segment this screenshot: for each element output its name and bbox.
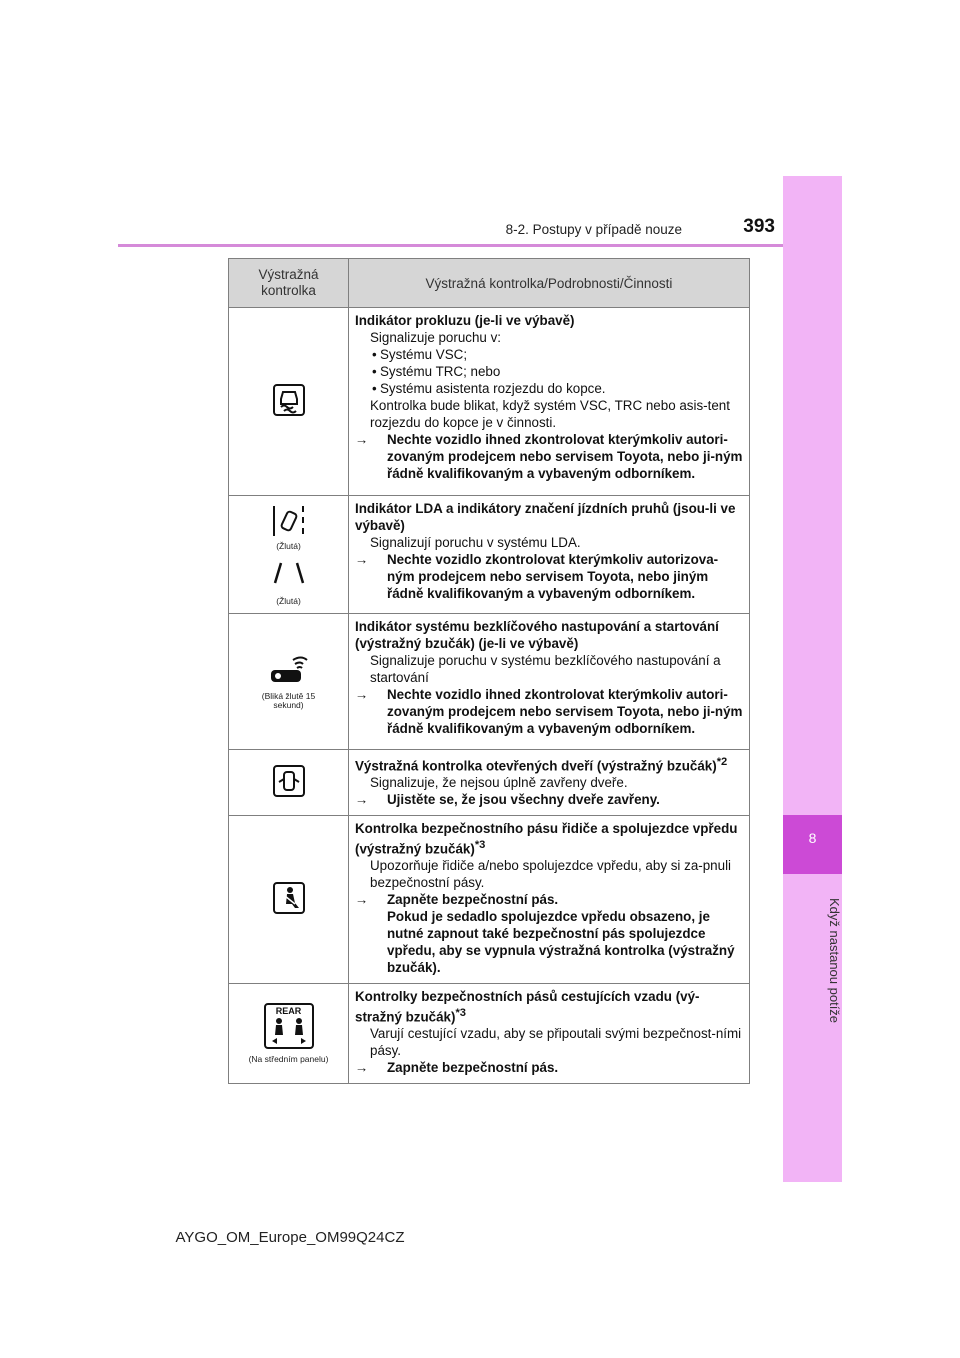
- arrow-icon: →: [355, 687, 369, 702]
- list-item: • Systému TRC; nebo: [372, 364, 501, 379]
- row-title: Výstražná kontrolka otevřených dveří (výstražný bzučák)$^{*2}$: [355, 756, 728, 774]
- table-row: [229, 984, 750, 1084]
- table-header-row: [229, 259, 750, 308]
- chapter-number: 8: [808, 830, 817, 846]
- row-intro: Signalizují poruchu v systému LDA.: [370, 535, 581, 550]
- row-title: Kontrolky bezpečnostních pásů cestujících vzadu (vý-stražný bzučák)$^{*3}$: [355, 989, 700, 1025]
- warning-lights-table: [228, 258, 750, 1084]
- smart-key-icon-note: (Bliká žlutě 15 sekund): [261, 690, 316, 710]
- rear-label: REAR: [275, 1006, 302, 1016]
- smart-key-icon: [269, 654, 309, 686]
- arrow-icon: →: [355, 432, 369, 447]
- row-intro: Varují cestující vzadu, aby se připoutali svými bezpečnost-ními pásy.: [370, 1026, 742, 1059]
- seatbelt-icon: [273, 882, 305, 914]
- row-intro: Signalizuje, že nejsou úplně zavřeny dveře.: [370, 775, 628, 791]
- slip-indicator-icon: [273, 384, 305, 416]
- row-action: → Nechte vozidlo zkontrolovat kterýmkoliv autorizova-ným prodejcem nebo servisem Toyota, nebo jiným řádně kvalifikovaným a vybaveným odborníkem.: [355, 552, 719, 601]
- row-title: Indikátor prokluzu (je-li ve výbavě): [355, 313, 575, 328]
- col-header-light: Výstražná kontrolka: [229, 259, 349, 308]
- open-door-icon: [273, 765, 305, 797]
- row-title: Indikátor LDA a indikátory značení jízdních pruhů (jsou-li ve výbavě): [355, 501, 736, 533]
- row-action: → Nechte vozidlo ihned zkontrolovat kterýmkoliv autori-zovaným prodejcem nebo servisem Toyota, nebo ji-ným řádně kvalifikovaným a vybaveným odborníkem.: [355, 432, 743, 481]
- table-row: [229, 614, 750, 750]
- rear-seatbelt-icon-note: (Na středním panelu): [248, 1054, 329, 1064]
- arrow-icon: →: [355, 892, 369, 908]
- lda-icon-note: (Žlutá): [276, 540, 301, 551]
- section-title: 8-2. Postupy v případě nouze: [505, 222, 682, 237]
- row-title: Kontrolka bezpečnostního pásu řidiče a spolujezdce vpředu (výstražný bzučák)$^{*3}$: [355, 821, 738, 857]
- table-row: [229, 750, 750, 816]
- lda-icon: [273, 504, 305, 536]
- table-row: [229, 308, 750, 496]
- table-row: [229, 816, 750, 984]
- col-header-details: Výstražná kontrolka/Podrobnosti/Činnosti: [349, 259, 750, 308]
- arrow-icon: →: [355, 792, 369, 808]
- footnote-ref: *2: [716, 756, 728, 768]
- footnote-ref: *3: [455, 1007, 467, 1019]
- row-action: → Nechte vozidlo ihned zkontrolovat kterýmkoliv autori-zovaným prodejcem nebo servisem Toyota, nebo ji-ným řádně kvalifikovaným a vybaveným odborníkem.: [355, 687, 743, 736]
- row-action: → Zapněte bezpečnostní pás.: [355, 892, 559, 908]
- page-number: 393: [743, 216, 775, 237]
- row-action-detail: Pokud je sedadlo spolujezdce vpředu obsazeno, je nutné zapnout také bezpečnostní pás spolujezdce vpředu, aby se vypnula výstražná kontrolka (výstražný bzučák).: [387, 909, 735, 976]
- row-intro: Upozorňuje řidiče a/nebo spolujezdce vpředu, aby si za-pnuli bezpečnostní pásy.: [370, 858, 732, 891]
- footnote-ref: *3: [474, 839, 486, 851]
- lane-marking-icon: [273, 559, 305, 591]
- lane-marking-icon-note: (Žlutá): [276, 595, 301, 606]
- row-intro: Signalizuje poruchu v systému bezklíčového nastupování a startování: [370, 653, 721, 685]
- row-intro: Signalizuje poruchu v:: [370, 330, 502, 345]
- row-body: Kontrolka bude blikat, když systém VSC, TRC nebo asis-tent rozjezdu do kopce je v činnosti.: [370, 398, 730, 430]
- chapter-title: Když nastanou potíže: [827, 898, 842, 1024]
- rear-seatbelt-icon: [264, 1003, 314, 1049]
- arrow-icon: →: [355, 1060, 369, 1076]
- row-action: → Zapněte bezpečnostní pás.: [355, 1060, 559, 1076]
- row-action: → Ujistěte se, že jsou všechny dveře zavřeny.: [355, 792, 660, 808]
- list-item: • Systému VSC;: [372, 347, 468, 362]
- document-code: AYGO_OM_Europe_OM99Q24CZ: [175, 1229, 405, 1246]
- table-row: [229, 496, 750, 614]
- header-rule: [118, 244, 783, 247]
- row-title: Indikátor systému bezklíčového nastupování a startování (výstražný bzučák) (je-li ve výbavě): [355, 619, 719, 651]
- arrow-icon: →: [355, 552, 369, 567]
- list-item: • Systému asistenta rozjezdu do kopce.: [372, 381, 606, 396]
